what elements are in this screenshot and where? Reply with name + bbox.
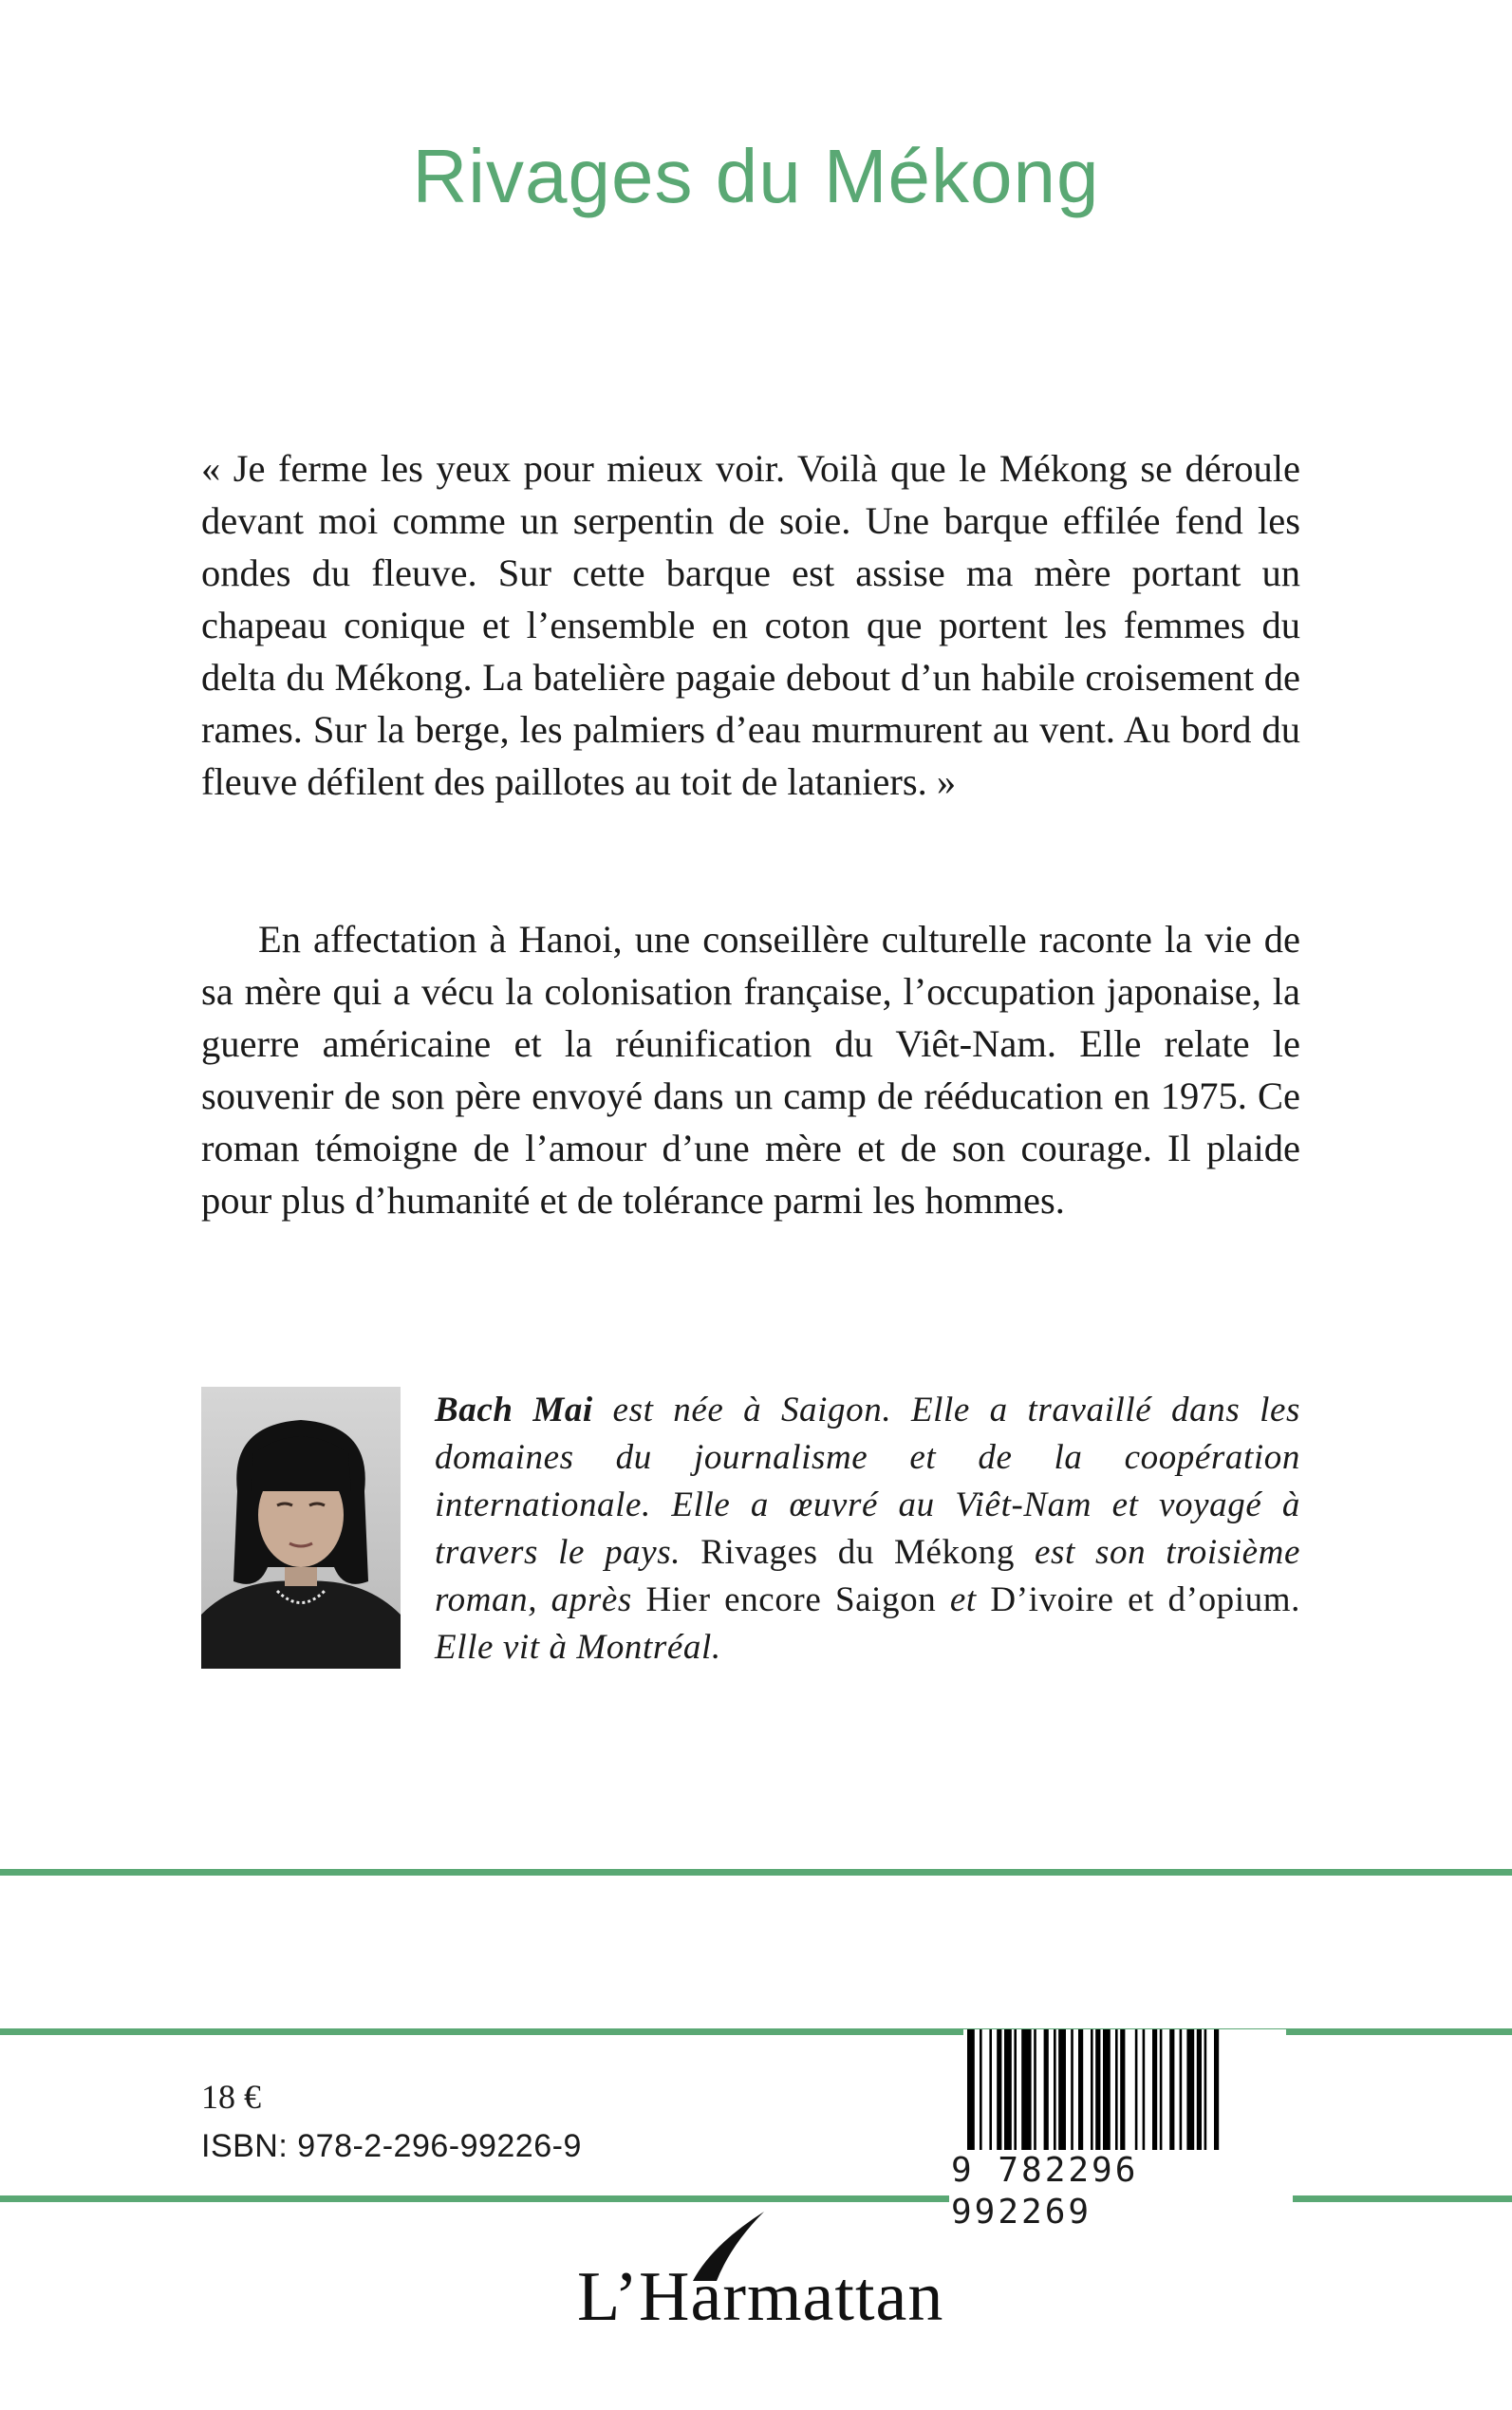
price-label: 18 € <box>201 2078 261 2116</box>
barcode-bar <box>1180 2029 1183 2153</box>
barcode-bar <box>980 2029 982 2153</box>
barcode-bar <box>1152 2029 1157 2153</box>
barcode-bar <box>1169 2029 1174 2153</box>
bio-book-title-2: Hier encore Saigon <box>645 1580 937 1619</box>
barcode-bar <box>1197 2029 1202 2153</box>
barcode-bar <box>1120 2029 1125 2153</box>
barcode-bar <box>1058 2029 1066 2153</box>
barcode-bar <box>1160 2029 1163 2153</box>
excerpt-quote: « Je ferme les yeux pour mieux voir. Voilà que le Mékong se déroule devant moi comme un serpentin de soie. Une barque effilée fend les ondes du fleuve. Sur cette barque est assise ma mère portant un chapeau conique et l’ensemble en coton que portent les femmes du delta du Mékong. La batelière pagaie debout d’un habile croisement de rames. Sur la berge, les palmiers d’eau murmurent au vent. Au bord du fleuve défilent des paillotes au toit de lataniers. » <box>201 447 1300 803</box>
barcode-bar <box>1143 2029 1146 2153</box>
barcode-bar <box>1204 2029 1207 2153</box>
author-bio <box>435 1387 1300 1672</box>
barcode-bar <box>1115 2029 1118 2153</box>
barcode-bar <box>1054 2029 1056 2153</box>
publisher-logo: L’Harmattan <box>577 2258 944 2336</box>
barcode-bar <box>1044 2029 1049 2153</box>
bio-text-1: est née à Saigon. Elle a travaillé dans les domaines du journalisme et de la coopération internationale. Elle a œuvré au Viêt-Nam et voyagé à travers le pays. <box>435 1391 1300 1572</box>
barcode-bar <box>997 2029 1001 2153</box>
bio-text-3: et <box>936 1580 991 1619</box>
bio-text-4: Elle vit à Montréal. <box>435 1628 721 1667</box>
barcode-bar <box>1091 2029 1093 2153</box>
bio-book-title-3: D’ivoire et d’opium. <box>990 1580 1300 1619</box>
isbn-label: ISBN: 978-2-296-99226-9 <box>201 2128 582 2164</box>
author-photo <box>201 1387 401 1669</box>
book-title: Rivages du Mékong <box>412 134 1100 218</box>
barcode-bar <box>1034 2029 1036 2153</box>
author-name: Bach Mai <box>435 1391 593 1429</box>
barcode-bar <box>967 2029 975 2153</box>
bio-text-2: est son troisième roman, après <box>435 1533 1300 1619</box>
barcode-digits: 9 782296 992269 <box>949 2150 1293 2233</box>
barcode-bar <box>1214 2029 1219 2153</box>
divider-top <box>0 1869 1512 1876</box>
barcode-bar <box>1103 2029 1111 2153</box>
barcode-bar <box>989 2029 992 2153</box>
barcode-bar <box>1078 2029 1083 2153</box>
barcode-bar <box>1014 2029 1017 2153</box>
barcode-bar <box>1004 2029 1012 2153</box>
barcode-bar <box>1021 2029 1031 2153</box>
barcode-bar <box>1186 2029 1194 2153</box>
barcode-bar <box>1095 2029 1100 2153</box>
barcode-bar <box>1135 2029 1138 2153</box>
bio-book-title-1: Rivages du Mékong <box>700 1533 1015 1572</box>
barcode-bar <box>1071 2029 1073 2153</box>
book-summary: En affectation à Hanoi, une conseillère culturelle raconte la vie de sa mère qui a vécu la colonisation française, l’occupation japonaise, la guerre américaine et la réunification du Viêt-Nam. Elle relate le souvenir de son père envoyé dans un camp de rééducation en 1975. Ce roman témoigne de l’amour d’une mère et de son courage. Il plaide pour plus d’humanité et de tolérance parmi les hommes. <box>201 918 1300 1222</box>
